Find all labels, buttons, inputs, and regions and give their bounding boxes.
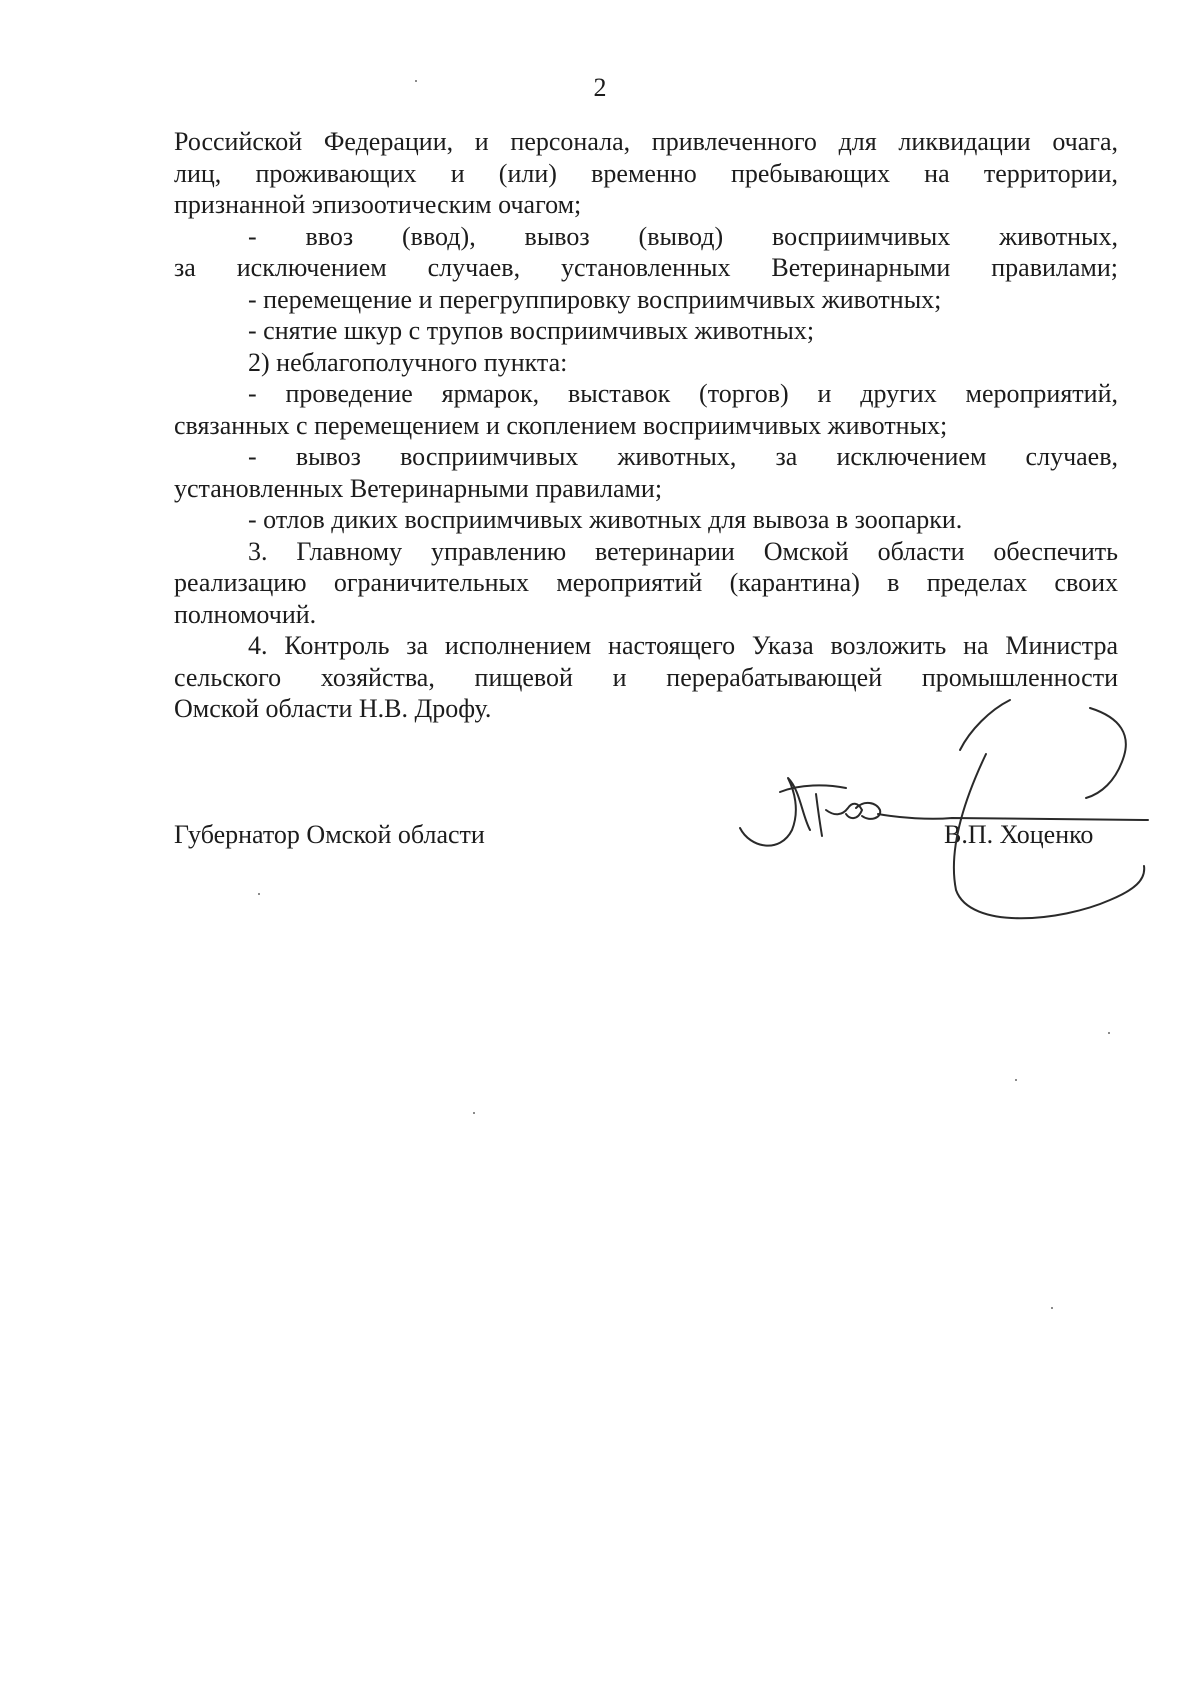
text-line: 2) неблагополучного пункта: (248, 347, 568, 377)
text-line: Российской Федерации, и персонала, привлеченного для ликвидации очага, (174, 127, 1118, 156)
text-line: связанных с перемещением и скоплением восприимчивых животных; (174, 410, 948, 440)
text-line: - отлов диких восприимчивых животных для вывоза в зоопарки. (248, 505, 963, 534)
scan-speck (1015, 1079, 1017, 1081)
signatory-name: В.П. Хоценко (944, 820, 1094, 849)
signatory-title: Губернатор Омской области (174, 820, 485, 849)
scan-speck (473, 1112, 475, 1114)
text-line: - перемещение и перегруппировку восприимчивых животных; (248, 284, 942, 314)
text-line: 4. Контроль за исполнением настоящего Указа возложить на Министра (248, 631, 1118, 660)
text-line: реализацию ограничительных мероприятий (карантина) в пределах своих (174, 568, 1118, 597)
scan-speck (1051, 1307, 1053, 1309)
scan-speck (1108, 1032, 1110, 1034)
text-line: лиц, проживающих и (или) временно пребывающих на территории, (174, 158, 1118, 188)
text-line: установленных Ветеринарными правилами; (174, 473, 663, 503)
text-line: Омской области Н.В. Дрофу. (174, 694, 492, 723)
text-line: - снятие шкур с трупов восприимчивых животных; (248, 316, 815, 345)
text-line: полномочий. (174, 599, 317, 629)
text-line: - вывоз восприимчивых животных, за исключением случаев, (248, 442, 1118, 471)
scan-speck (415, 80, 417, 82)
handwritten-signature (730, 690, 1150, 930)
page-number: 2 (593, 73, 607, 102)
text-line: - ввоз (ввод), вывоз (вывод) восприимчивых животных, (248, 221, 1118, 251)
scan-speck (258, 893, 260, 895)
text-line: признанной эпизоотическим очагом; (174, 190, 582, 219)
document-body (174, 126, 1118, 725)
text-line: - проведение ярмарок, выставок (торгов) и других мероприятий, (248, 379, 1118, 408)
text-line: сельского хозяйства, пищевой и перерабатывающей промышленности (174, 662, 1118, 692)
text-line: за исключением случаев, установленных Ветеринарными правилами; (174, 253, 1118, 282)
text-line: 3. Главному управлению ветеринарии Омской области обеспечить (248, 536, 1118, 566)
